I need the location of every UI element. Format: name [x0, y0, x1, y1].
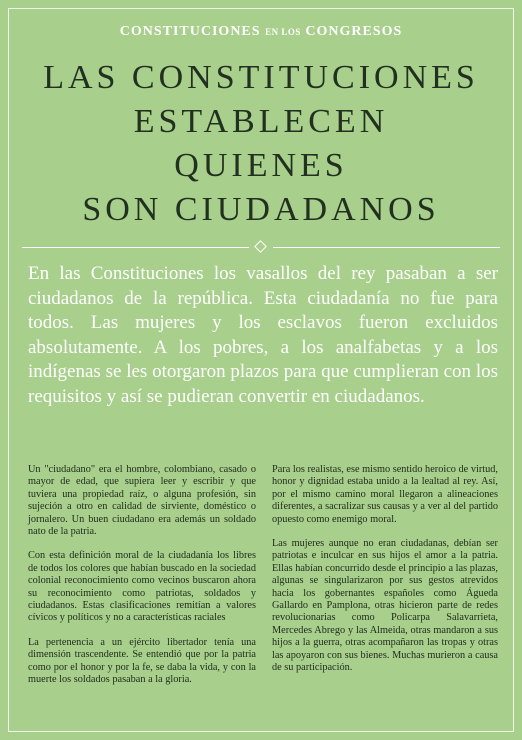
title-line-3: QUIENES	[174, 147, 348, 184]
paragraph: La pertenencia a un ejército libertador tenía una dimensión trascendente. Se entendió que por la patria como por el honor y por la fe, se daba la vida, y con la muerte los soldados pasaban a la gloria.	[28, 636, 256, 686]
kicker-part-2: EN LOS	[265, 27, 301, 37]
divider-line-left	[22, 247, 249, 248]
kicker-part-3: CONGRESOS	[305, 24, 403, 39]
divider-line-right	[273, 247, 500, 248]
lead-paragraph: En las Constituciones los vasallos del rey pasaban a ser ciudadanos de la república. Esta ciudadanía no fue para todos. Las mujeres y los esclavos fueron excluidos absolutamente. A los pobres, a los analfabetas y a los indígenas se les otorgaron plazos para que cumplieran con los requisitos y así se pudieran convertir en ciudadanos.	[28, 263, 498, 407]
title-line-4: SON CIUDADANOS	[82, 191, 440, 228]
title-line-2: ESTABLECEN	[133, 103, 389, 140]
body-column-left	[28, 464, 256, 699]
section-kicker	[0, 24, 522, 40]
paragraph: Las mujeres aunque no eran ciudadanas, debían ser patriotas e inculcar en sus hijos el amor a la patria. Ellas habían concurrido desde el principio a las plazas, algunas se singularizaron por sus gestos atrevidos hacia los gobernantes españoles como Águeda Gallardo en Pamplona, otras hicieron parte de redes revolucionarias como Policarpa Salavarrieta, Mercedes Abrego y las Almeida, otras mandaron a sus hijos a la guerra, otras acompañaron las tropas y otras las apoyaron con sus bienes. Muchas murieron a causa de su participación.	[272, 538, 498, 674]
diamond-icon	[254, 240, 267, 253]
title-line-1: LAS CONSTITUCIONES	[43, 59, 479, 96]
paragraph: Para los realistas, ese mismo sentido heroico de virtud, honor y dignidad estaba unido a la lealtad al rey. Así, por el mismo camino moral llegaron a alineaciones diferentes, a sacralizar sus causas y a ver al del partido opuesto como enemigo moral.	[272, 464, 498, 525]
body-column-right	[272, 464, 498, 687]
divider-ornament	[22, 243, 500, 253]
paragraph: Con esta definición moral de la ciudadanía los libres de todos los colores que habían buscado en la sociedad colonial reconocimiento como vecinos buscaron ahora su reconocimiento como patriotas, soldados y ciudadanos. Estas clasificaciones remitían a valores cívicos y políticos y no a características raciales	[28, 550, 256, 624]
page-title	[0, 56, 522, 232]
paragraph: Un "ciudadano" era el hombre, colombiano, casado o mayor de edad, que supiera leer y escribir y que tuviera una propiedad raíz, o alguna profesión, sin sujeción a otro en calidad de sirviente, doméstico o jornalero. Un buen ciudadano era además un soldado nato de la patria.	[28, 464, 256, 538]
kicker-part-1: CONSTITUCIONES	[119, 24, 261, 39]
